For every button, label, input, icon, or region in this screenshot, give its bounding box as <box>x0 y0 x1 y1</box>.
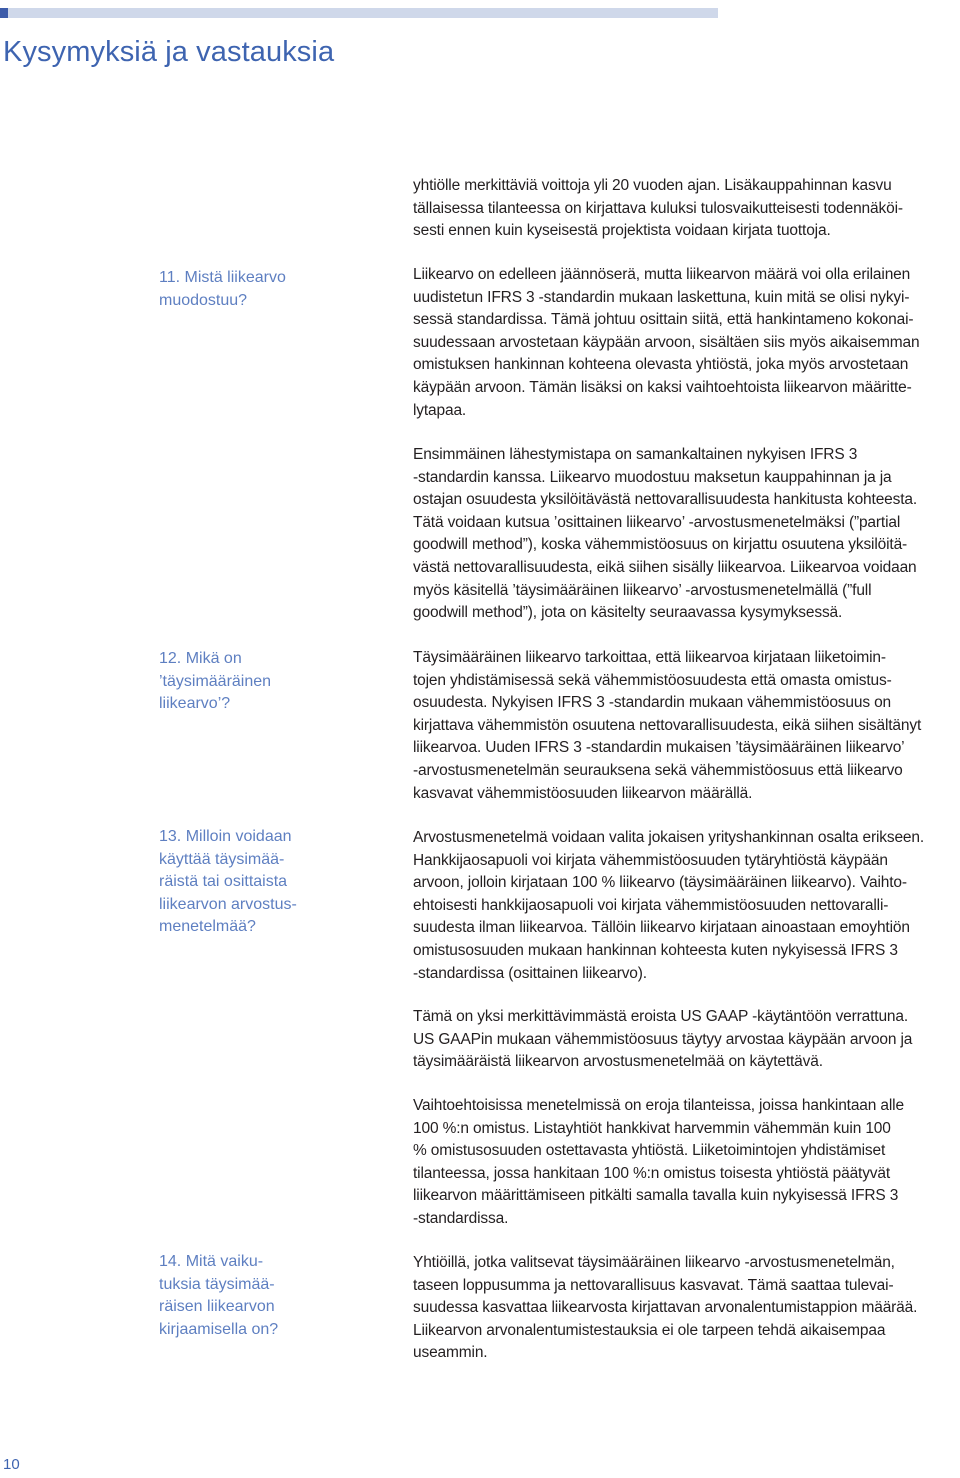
answer-11-paragraph-1: Liikearvo on edelleen jäännöserä, mutta liikearvon määrä voi olla erilainen uudistetun IFRS 3 -standardin mukaan laskettuna, kuin mitä se olisi nykyi- sessä standardissa. Tämä johtuu osittain siitä, että hankintameno kokonai- suudessaan arvostetaan käypään arvoon, sisältäen siis myös aikaisemman omistuksen hankinnan kohteena olevasta yhtiöstä, joka myös arvostetaan käypään arvoon. Tämän lisäksi on kaksi vaihtoehtoista liikearvon määritte- lytapaa. <box>413 266 920 419</box>
answer-13-paragraph-2: Tämä on yksi merkittävimmästä eroista US GAAP -käytäntöön verrattuna. US GAAPin mukaan vähemmistöosuus täytyy arvostaa käypään arvoon ja täysimääräistä liikearvon arvostusmenetelmää on käytettävä. <box>413 1008 913 1071</box>
question-12: 12. Mikä on ’täysimääräinen liikearvo’? <box>159 650 272 713</box>
answer-11-paragraph-2: Ensimmäinen lähestymistapa on samankaltainen nykyisen IFRS 3 -standardin kanssa. Liikearvo muodostuu maksetun kauppahinnan ja ja ostajan osuudesta yksilöitävästä nettovarallisuudesta hankitusta kohteesta. Tätä voidaan kutsua ’osittainen liikearvo’ -arvostusmenetelmäksi (”partial goodwill method”), koska vähemmistöosuus on kirjattu osuutena yksilöitä- västä nettovarallisuudesta, eikä siihen sisälly liikearvoa. Liikearvoa voidaan myös käsitellä ’täysimääräinen liikearvo’ -arvostusmenetelmällä (”full goodwill method”), jota on käsitelty seuraavassa kysymyksessä. <box>413 446 918 622</box>
question-14: 14. Mitä vaiku- tuksia täysimää- räisen liikearvon kirjaamisella on? <box>159 1253 279 1338</box>
page-title: Kysymyksiä ja vastauksia <box>3 36 335 68</box>
header-bar <box>0 8 718 18</box>
answer-13-paragraph-3: Vaihtoehtoisissa menetelmissä on eroja tilanteissa, joissa hankintaan alle 100 %:n omistus. Listayhtiöt hankkivat harvemmin vähemmän kuin 100 % omistusosuuden ostettavasta yhtiöstä. Liiketoimintojen yhdistämiset tilanteessa, jossa hankitaan 100 %:n omistus toisesta yhtiöstä päätyvät liikearvon määrittämiseen pitkälti samalla tavalla kuin nykyisessä IFRS 3 -standardissa. <box>413 1097 904 1227</box>
question-11: 11. Mistä liikearvo muodostuu? <box>159 269 286 309</box>
header-bar-accent <box>0 8 8 18</box>
answer-12-paragraph: Täysimääräinen liikearvo tarkoittaa, että liikearvoa kirjataan liiketoimin- tojen yhdistämisessä sekä vähemmistöosuudesta että omasta omistus- osuudesta. Nykyisen IFRS 3 -standardin mukaan vähemmistöosuus on kirjattava vähemmistön osuutena nettovarallisuudesta, eikä siihen sisältänyt liikearvoa. Uuden IFRS 3 -standardin mukaisen ’täysimääräinen liikearvo’ -arvostusmenetelmän seurauksena sekä vähemmistöosuus että liikearvo kasvavat vähemmistöosuuden liikearvon määrällä. <box>413 649 922 802</box>
answer-13-paragraph-1: Arvostusmenetelmä voidaan valita jokaisen yrityshankinnan osalta erikseen. Hankkijaosapuoli voi kirjata vähemmistöosuuden tytäryhtiöstä käypään arvoon, jolloin kirjataan 100 % liikearvo (täysimääräinen liikearvo). Vaihto- ehtoisesti hankkijaosapuoli voi kirjata vähemmistöosuuden nettovaralli- suudesta ilman liikearvoa. Tällöin liikearvo kirjataan ainoastaan emoyhtiön omistusosuuden mukaan hankinnan kohteesta kuten nykyisessä IFRS 3 -standardissa (osittainen liikearvo). <box>413 829 925 982</box>
page-number: 10 <box>3 1456 20 1473</box>
paragraph-continued: yhtiölle merkittäviä voittoja yli 20 vuoden ajan. Lisäkauppahinnan kasvu tällaisessa tilanteessa on kirjattava kuluksi tulosvaikutteisesti todennäköi- sesti ennen kuin kyseisestä projektista voidaan kirjata tuottoja. <box>413 177 903 240</box>
question-13: 13. Milloin voidaan käyttää täysimää- räistä tai osittaista liikearvon arvostus- menetelmää? <box>159 828 297 936</box>
answer-14-paragraph: Yhtiöillä, jotka valitsevat täysimääräinen liikearvo -arvostusmenetelmän, taseen loppusumma ja nettovarallisuus kasvavat. Tämä saattaa tulevai- suudessa kasvattaa liikearvosta kirjattavan arvonalentumistappion määrää. Liikearvon arvonalentumistestauksia ei ole tarpeen tehdä aikaisempaa useammin. <box>413 1254 918 1362</box>
